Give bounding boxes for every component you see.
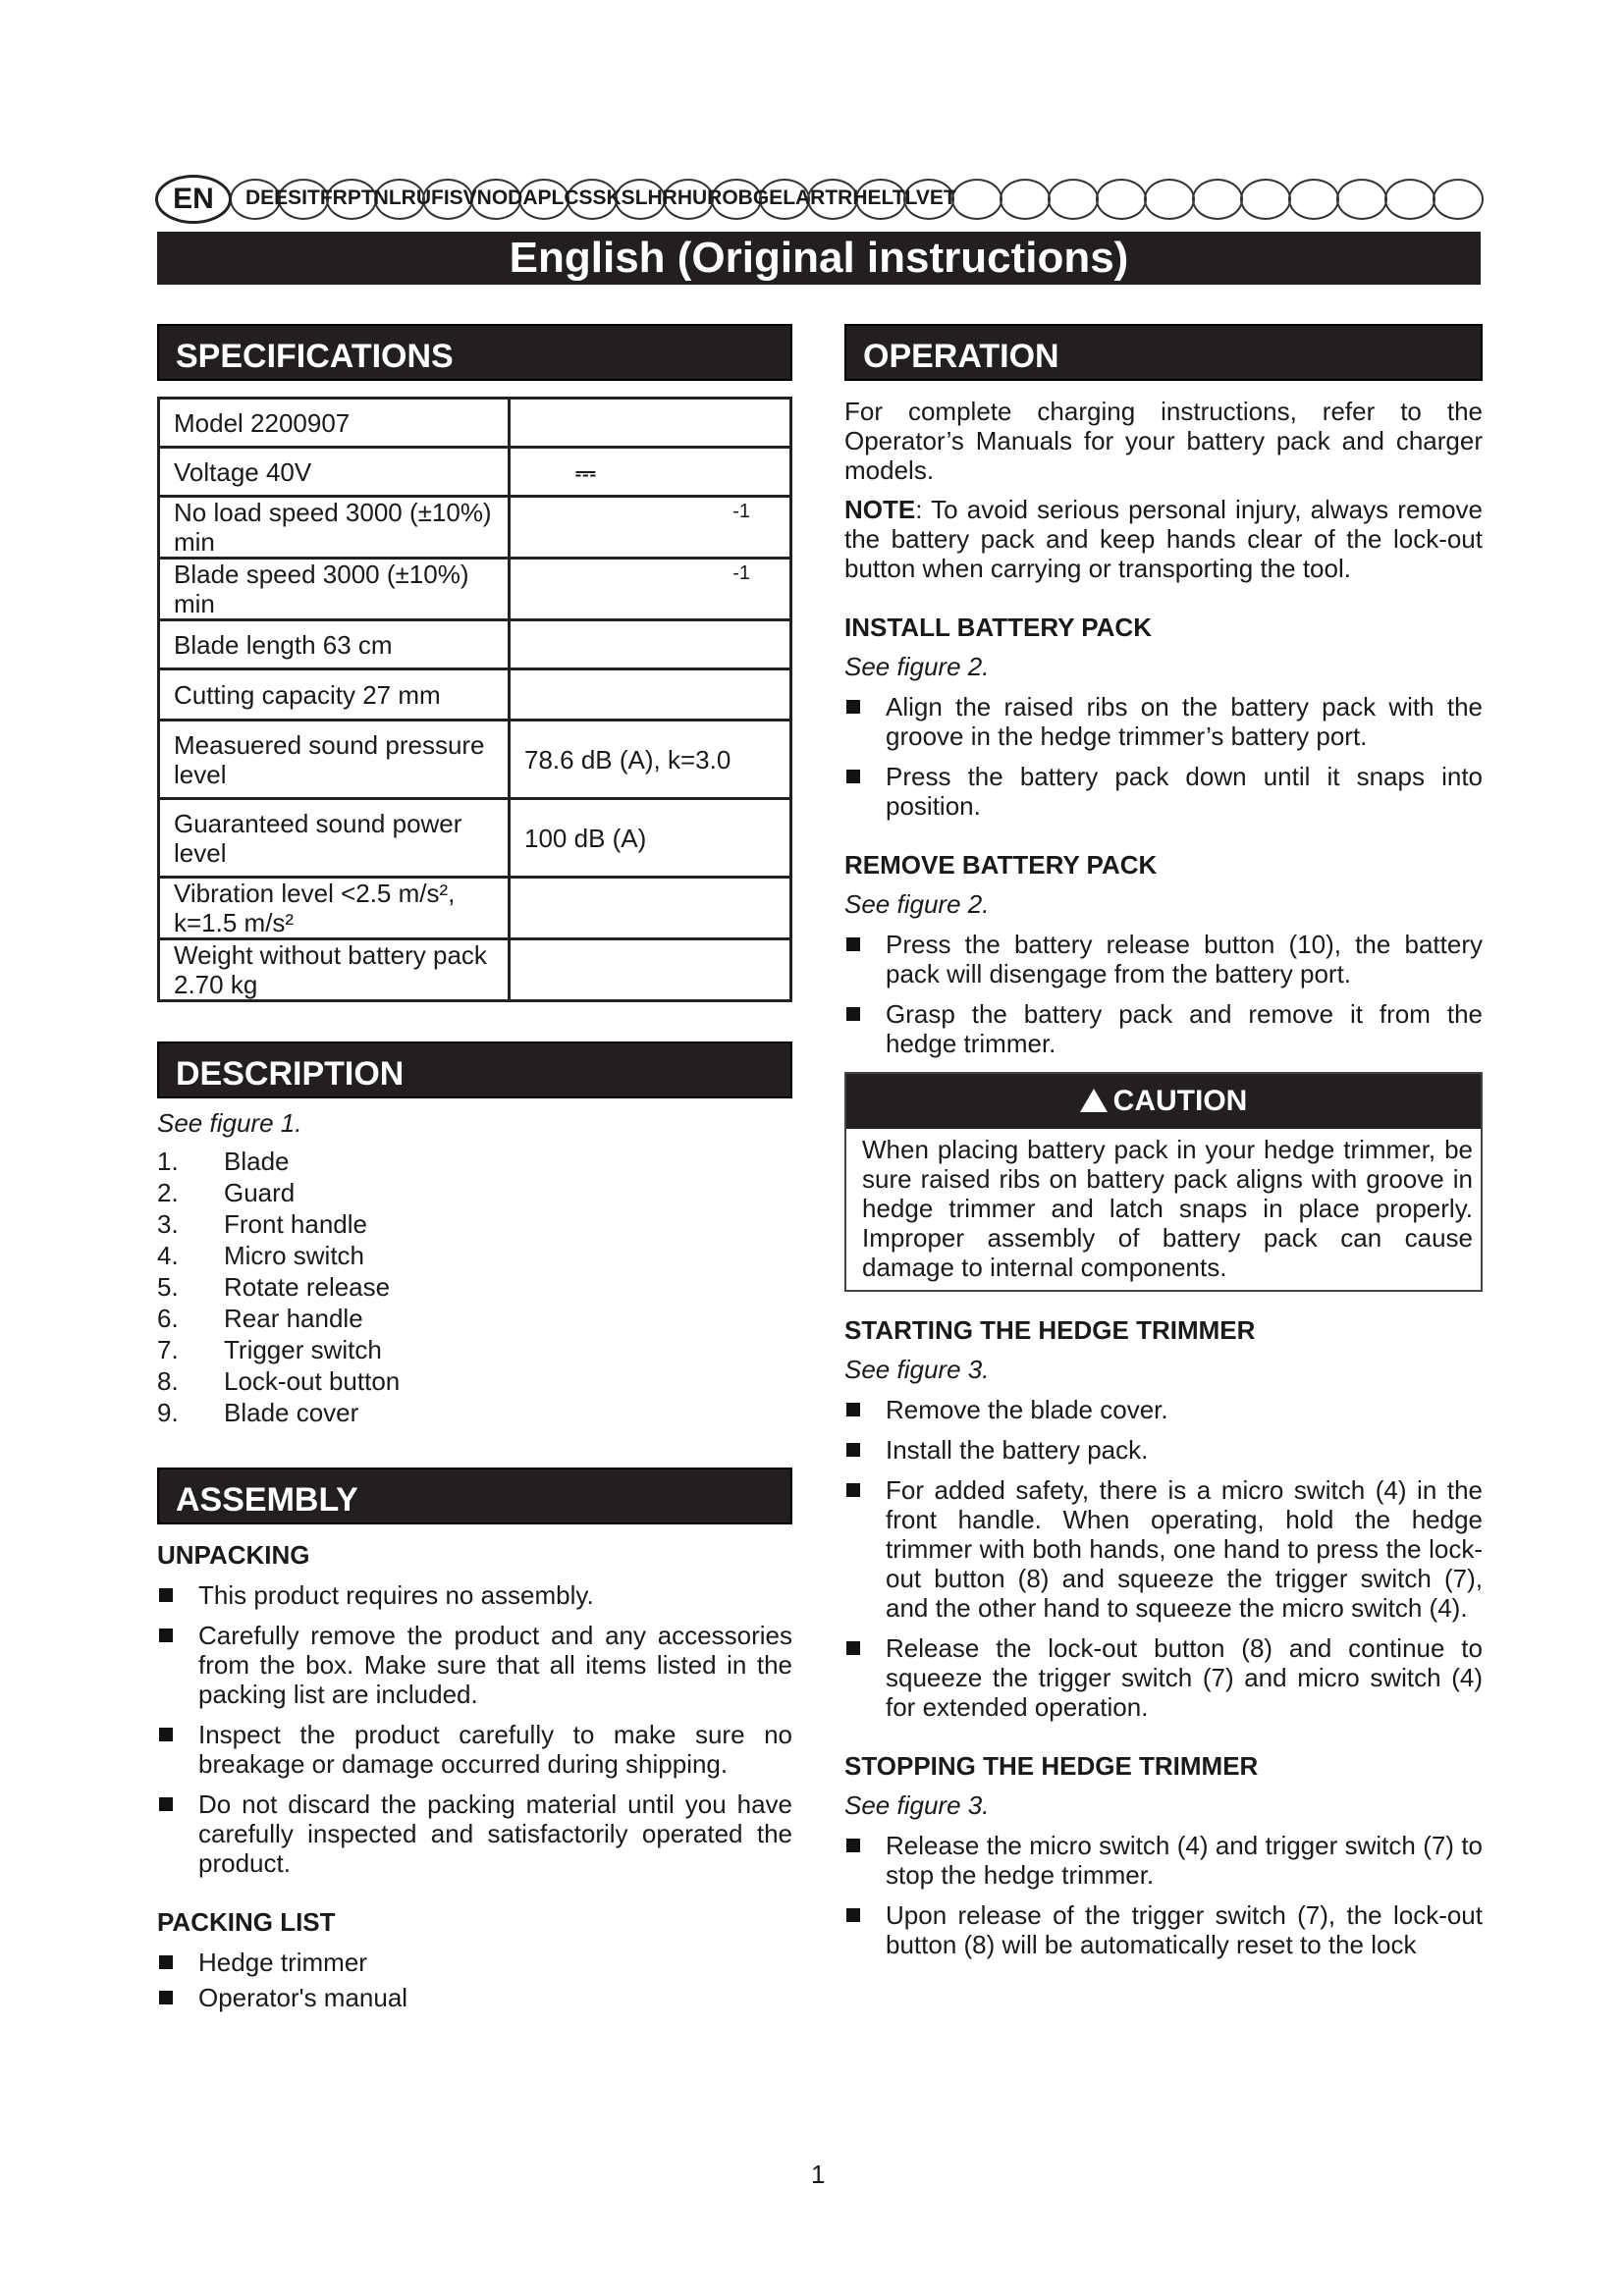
install-battery-heading: INSTALL BATTERY PACK [844,613,1152,642]
spec-value [510,878,791,939]
language-codes: DEESITFRPTNLRUFISVNODAPLCSSKSLHRHUROBGELARTRHELTLVET [245,187,956,209]
bullet-item: Inspect the product carefully to make sure no breakage or damage occurred during shipping. [157,1720,792,1779]
operation-intro: For complete charging instructions, refer to the Operator’s Manuals for your battery pack and charger models. [844,397,1483,485]
language-oval[interactable] [1433,179,1484,220]
language-selector [155,175,1483,224]
language-oval[interactable] [1240,179,1291,220]
bullet-item: Upon release of the trigger switch (7), the lock-out button (8) will be automatically reset to the lock [844,1900,1483,1959]
bullet-item: Install the battery pack. [844,1435,1483,1465]
bullet-item: Press the battery release button (10), the battery pack will disengage from the battery port. [844,930,1483,988]
list-item: 8. Lock-out button [157,1366,401,1396]
spec-value [510,669,791,721]
table-row [159,878,791,939]
list-item: 5. Rotate release [157,1272,391,1302]
bullet-item: For added safety, there is a micro switch (4) in the front handle. When operating, hold the hedge trimmer with both hands, one hand to press the lock-out button (8) and squeeze the trigger switch (7), and the other hand to squeeze the micro switch (4). [844,1475,1483,1623]
list-item: 2. Guard [157,1178,296,1207]
language-oval[interactable] [1144,179,1195,220]
language-oval[interactable] [1096,179,1147,220]
specifications-table [157,397,792,1002]
see-figure: See figure 3. [844,1355,990,1384]
table-row [159,669,791,721]
description-heading: DESCRIPTION [157,1041,792,1098]
see-figure: See figure 1. [157,1108,302,1138]
table-row [159,721,791,799]
bullet-item: Operator's manual [157,1983,792,2012]
parts-list [157,1146,792,1428]
spec-label: Vibration level <2.5 m/s², k=1.5 m/s² [159,878,510,939]
table-row [159,497,791,559]
bullet-item: Remove the blade cover. [844,1395,1483,1424]
table-row [159,939,791,1001]
spec-label: Measuered sound pressure level [159,721,510,799]
remove-battery-heading: REMOVE BATTERY PACK [844,850,1158,880]
assembly-heading: ASSEMBLY [157,1468,792,1524]
caution-text: When placing battery pack in your hedge trimmer, be sure raised ribs on battery pack aligns with groove in hedge trimmer and latch snaps in place properly. Improper assembly of battery pack can cause damage to internal components. [862,1135,1473,1282]
dc-symbol-icon: ⎓ [510,448,791,497]
see-figure: See figure 2. [844,889,990,919]
language-current: EN [155,175,232,224]
language-oval[interactable] [1192,179,1243,220]
spec-exponent: -1 [510,559,791,620]
spec-value [510,939,791,1001]
list-item: 3. Front handle [157,1209,367,1239]
spec-value [510,620,791,669]
caution-box [844,1072,1483,1292]
language-oval[interactable] [1384,179,1435,220]
table-row [159,799,791,878]
spec-label: Guaranteed sound power level [159,799,510,878]
spec-exponent: -1 [510,497,791,559]
page-number: 1 [811,2160,826,2189]
bullet-item: Do not discard the packing material until you have carefully inspected and satisfactorily operated the product. [157,1789,792,1878]
packing-list-heading: PACKING LIST [157,1907,336,1937]
spec-value: 100 dB (A) [510,799,791,878]
page-title: English (Original instructions) [157,232,1481,285]
table-row [159,559,791,620]
starting-heading: STARTING THE HEDGE TRIMMER [844,1315,1256,1345]
operation-note: NOTE: To avoid serious personal injury, always remove the battery pack and keep hands clear of the lock-out button when carrying or transporting the tool. [844,495,1483,583]
bullet-item: Carefully remove the product and any accessories from the box. Make sure that all items listed in the packing list are included. [157,1621,792,1709]
spec-label: Blade length 63 cm [159,620,510,669]
warning-icon [1080,1089,1108,1112]
see-figure: See figure 3. [844,1790,990,1820]
list-item: 6. Rear handle [157,1304,363,1333]
right-column [844,324,1483,1959]
bullet-item: Grasp the battery pack and remove it from the hedge trimmer. [844,999,1483,1058]
spec-label: Cutting capacity 27 mm [159,669,510,721]
list-item: 4. Micro switch [157,1241,365,1270]
spec-label: No load speed 3000 (±10%) min [159,497,510,559]
spec-value [510,399,791,448]
language-oval[interactable] [1288,179,1339,220]
unpacking-heading: UNPACKING [157,1540,310,1570]
spec-label: Blade speed 3000 (±10%) min [159,559,510,620]
see-figure: See figure 2. [844,652,990,681]
bullet-item: Hedge trimmer [157,1948,792,1977]
specifications-heading: SPECIFICATIONS [157,324,792,381]
language-oval[interactable] [1336,179,1387,220]
bullet-item: Release the micro switch (4) and trigger switch (7) to stop the hedge trimmer. [844,1831,1483,1890]
bullet-item: This product requires no assembly. [157,1580,792,1610]
caution-header: CAUTION [846,1074,1481,1129]
spec-label: Weight without battery pack 2.70 kg [159,939,510,1001]
language-oval[interactable] [1048,179,1099,220]
table-row [159,448,791,497]
left-column [157,324,792,2012]
list-item: 7. Trigger switch [157,1335,382,1364]
table-row [159,620,791,669]
table-row [159,399,791,448]
bullet-item: Press the battery pack down until it snaps into position. [844,762,1483,821]
spec-label: Model 2200907 [159,399,510,448]
bullet-item: Release the lock-out button (8) and continue to squeeze the trigger switch (7) and micro switch (4) for extended operation. [844,1633,1483,1722]
language-oval[interactable] [951,179,1002,220]
spec-label: Voltage 40V [159,448,510,497]
language-oval[interactable] [1000,179,1051,220]
list-item: 1. Blade [157,1147,290,1176]
operation-heading: OPERATION [844,324,1483,381]
bullet-item: Align the raised ribs on the battery pack with the groove in the hedge trimmer’s battery port. [844,692,1483,751]
spec-value: 78.6 dB (A), k=3.0 [510,721,791,799]
list-item: 9. Blade cover [157,1398,359,1427]
stopping-heading: STOPPING THE HEDGE TRIMMER [844,1751,1259,1781]
